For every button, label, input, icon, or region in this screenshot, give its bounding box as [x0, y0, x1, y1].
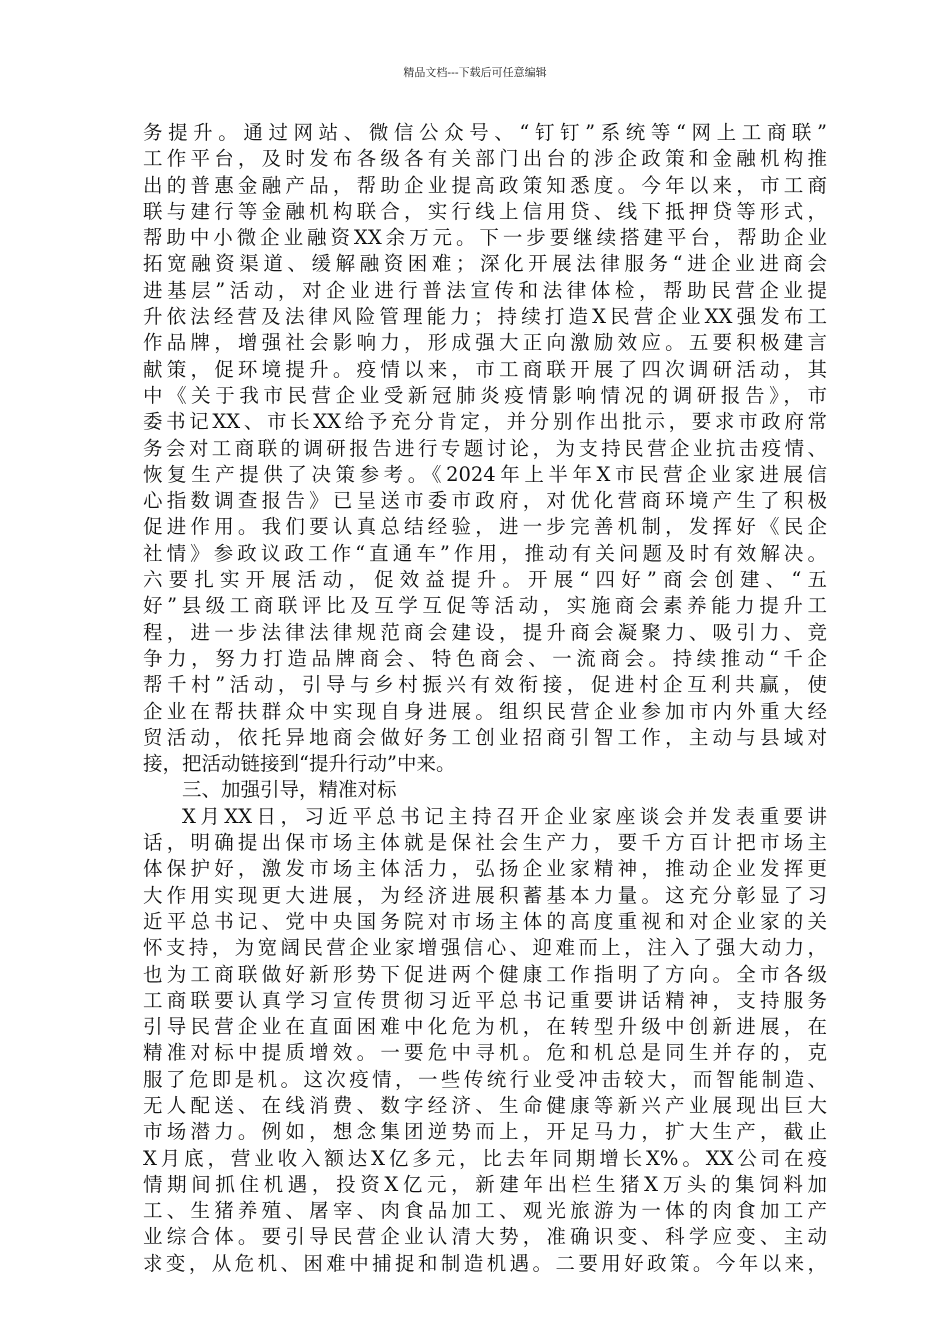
text-line: 争力，努力打造品牌商会、特色商会、一流商会。持续推动“千企 — [143, 646, 827, 670]
text-line: 进基层”活动，对企业进行普法宣传和法律体检，帮助民营企业提 — [143, 278, 827, 302]
text-line: 工、生猪养殖、屠宰、肉食品加工、观光旅游为一体的肉食加工产 — [143, 1199, 827, 1223]
text-line: 恢复生产提供了决策参考。《2024年上半年X市民营企业家进展信 — [143, 462, 827, 486]
text-line: 拓宽融资渠道、缓解融资困难；深化开展法律服务“进企业进商会 — [143, 252, 827, 276]
text-line: 献策，促环境提升。疫情以来，市工商联开展了四次调研活动，其 — [143, 357, 827, 381]
document-body — [143, 120, 827, 1277]
page-header: 精品文档---下载后可任意编辑 — [403, 66, 547, 79]
text-line: 市场潜力。例如，想念集团逆势而上，开足马力，扩大生产，截止 — [143, 1120, 827, 1144]
text-line: 帮千村”活动，引导与乡村振兴有效衔接，促进村企互利共赢，使 — [143, 673, 827, 697]
text-line: 无人配送、在线消费、数字经济、生命健康等新兴产业展现出巨大 — [143, 1093, 827, 1117]
text-line: 近平总书记、党中央国务院对市场主体的高度重视和对企业家的关 — [143, 909, 827, 933]
text-line: 委书记XX、市长XX给予充分肯定，并分别作出批示，要求市政府常 — [143, 410, 827, 434]
text-line: 情期间抓住机遇，投资X亿元，新建年出栏生猪X万头的集饲料加 — [143, 1172, 827, 1196]
text-line: 接，把活动链接到“提升行动”中来。 — [143, 752, 456, 776]
text-line: 工商联要认真学习宣传贯彻习近平总书记重要讲话精神，支持服务 — [143, 988, 827, 1012]
text-line: 务提升。通过网站、微信公众号、“钉钉”系统等“网上工商联” — [143, 121, 827, 144]
text-line: 帮助中小微企业融资XX余万元。下一步要继续搭建平台，帮助企业 — [143, 226, 827, 250]
text-line: 作品牌，增强社会影响力，形成强大正向激励效应。五要积极建言 — [143, 331, 827, 355]
text-line: 工作平台，及时发布各级各有关部门出台的涉企政策和金融机构推 — [143, 147, 827, 171]
text-line: 精准对标中提质增效。一要危中寻机。危和机总是同生并存的，克 — [143, 1041, 827, 1065]
text-line: X月底，营业收入额达X亿多元，比去年同期增长X%。XX公司在疫 — [143, 1146, 827, 1170]
text-line: X月XX日，习近平总书记主持召开企业家座谈会并发表重要讲 — [182, 804, 827, 828]
text-line: 业综合体。要引导民营企业认清大势，准确识变、科学应变、主动 — [143, 1225, 827, 1249]
text-line: 体保护好，激发市场主体活力，弘扬企业家精神，推动企业发挥更 — [143, 857, 827, 881]
text-line: 务会对工商联的调研报告进行专题讨论，为支持民营企业抗击疫情、 — [143, 436, 827, 460]
text-line: 引导民营企业在直面困难中化危为机，在转型升级中创新进展，在 — [143, 1015, 827, 1039]
text-line: 社情》参政议政工作“直通车”作用，推动有关问题及时有效解决。 — [143, 541, 827, 565]
text-line: 心指数调查报告》已呈送市委市政府，对优化营商环境产生了积极 — [143, 489, 827, 513]
text-line: 六要扎实开展活动，促效益提升。开展“四好”商会创建、“五 — [143, 568, 827, 592]
text-line: 企业在帮扶群众中实现自身进展。组织民营企业参加市内外重大经 — [143, 699, 827, 723]
text-line: 出的普惠金融产品，帮助企业提高政策知悉度。今年以来，市工商 — [143, 173, 827, 197]
text-line: 怀支持，为宽阔民营企业家增强信心、迎难而上，注入了强大动力， — [143, 936, 827, 960]
text-line: 大作用实现更大进展，为经济进展积蓄基本力量。这充分彰显了习 — [143, 883, 827, 907]
text-line: 中《关于我市民营企业受新冠肺炎疫情影响情况的调研报告》，市 — [143, 383, 827, 407]
text-line: 升依法经营及法律风险管理能力；持续打造X民营企业XX强发布工 — [143, 305, 827, 329]
text-line: 贸活动，依托异地商会做好务工创业招商引智工作，主动与县域对 — [143, 725, 827, 749]
text-line: 服了危即是机。这次疫情，一些传统行业受冲击较大，而智能制造、 — [143, 1067, 827, 1091]
text-line: 也为工商联做好新形势下促进两个健康工作指明了方向。全市各级 — [143, 962, 827, 986]
text-line: 程，进一步法律法律规范商会建设，提升商会凝聚力、吸引力、竞 — [143, 620, 827, 644]
text-line: 联与建行等金融机构联合，实行线上信用贷、线下抵押贷等形式， — [143, 199, 827, 223]
text-line: 好”县级工商联评比及互学互促等活动，实施商会素养能力提升工 — [143, 594, 827, 618]
text-line: 话，明确提出保市场主体就是保社会生产力，要千方百计把市场主 — [143, 831, 827, 855]
text-line: 求变，从危机、困难中捕捉和制造机遇。二要用好政策。今年以来， — [143, 1251, 827, 1275]
section-heading: 三、加强引导，精准对标 — [182, 778, 397, 802]
text-line: 促进作用。我们要认真总结经验，进一步完善机制，发挥好《民企 — [143, 515, 827, 539]
